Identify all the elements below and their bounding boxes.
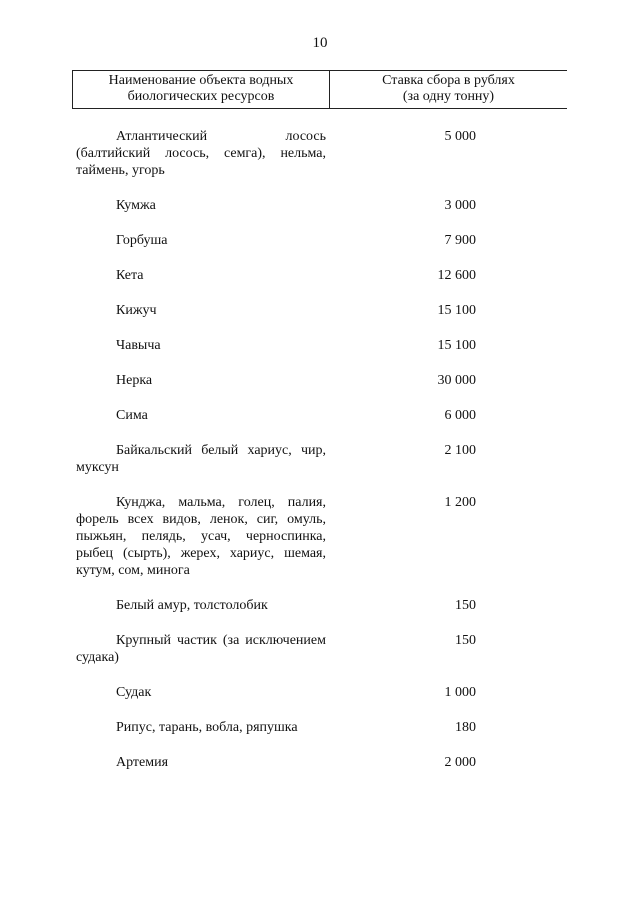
table-row <box>76 684 476 701</box>
rates-table-body <box>76 128 476 789</box>
table-row <box>76 494 476 579</box>
row-name: Горбуша <box>116 233 168 248</box>
row-rate: 1 000 <box>444 685 476 700</box>
row-name: Крупный частик (за исключением судака) <box>76 633 326 665</box>
row-rate: 12 600 <box>437 268 476 283</box>
table-row <box>76 597 476 614</box>
row-rate: 1 200 <box>444 495 476 510</box>
row-rate: 15 100 <box>437 338 476 353</box>
row-name: Кунджа, мальма, голец, палия, форель всех видов, ленок, сиг, омуль, пыжьян, пелядь, усач, черноспинка, рыбец (сырть), жерех, хариус, шемая, кутум, сом, минога <box>76 495 326 578</box>
row-name: Кумжа <box>116 198 156 213</box>
page-number: 10 <box>312 35 328 51</box>
table-row <box>76 442 476 476</box>
table-row <box>76 302 476 319</box>
table-header <box>72 70 567 109</box>
row-rate: 30 000 <box>437 373 476 388</box>
row-rate: 6 000 <box>444 408 476 423</box>
table-row <box>76 632 476 666</box>
row-rate: 2 100 <box>444 443 476 458</box>
row-name: Чавыча <box>116 338 161 353</box>
table-row <box>76 197 476 214</box>
table-row <box>76 128 476 179</box>
column-header-rate: Ставка сбора в рублях (за одну тонну) <box>382 73 515 104</box>
row-name: Рипус, тарань, вобла, ряпушка <box>116 720 298 735</box>
row-rate: 150 <box>455 633 476 648</box>
row-rate: 180 <box>455 720 476 735</box>
row-rate: 7 900 <box>444 233 476 248</box>
row-name: Кижуч <box>116 303 157 318</box>
table-row <box>76 337 476 354</box>
row-name: Артемия <box>116 755 169 770</box>
row-name: Нерка <box>116 373 153 388</box>
row-name: Белый амур, толстолобик <box>116 598 268 613</box>
table-row <box>76 372 476 389</box>
row-rate: 15 100 <box>437 303 476 318</box>
row-name: Сима <box>116 408 148 423</box>
table-row <box>76 267 476 284</box>
row-rate: 150 <box>455 598 476 613</box>
table-row <box>76 407 476 424</box>
row-name: Судак <box>116 685 152 700</box>
row-rate: 3 000 <box>444 198 476 213</box>
row-name: Атлантический лосось (балтийский лосось, семга), нельма, таймень, угорь <box>76 129 326 178</box>
table-row <box>76 754 476 771</box>
row-name: Кета <box>116 268 144 283</box>
row-rate: 2 000 <box>444 755 476 770</box>
row-rate: 5 000 <box>444 129 476 144</box>
row-name: Байкальский белый хариус, чир, муксун <box>76 443 326 475</box>
table-row <box>76 232 476 249</box>
table-row <box>76 719 476 736</box>
column-header-name: Наименование объекта водных биологических ресурсов <box>72 71 330 108</box>
